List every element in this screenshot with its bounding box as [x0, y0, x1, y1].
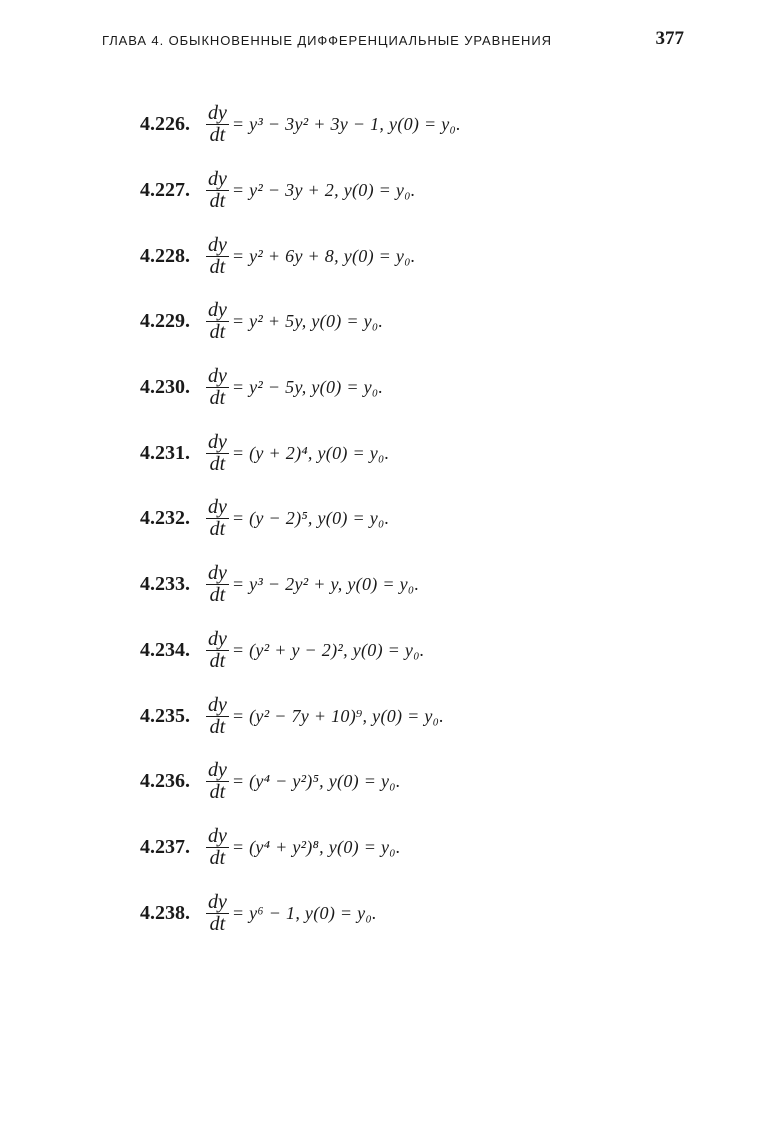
problem-4-231	[140, 420, 660, 486]
fraction-numerator: dy	[208, 562, 227, 585]
derivative-fraction	[206, 892, 229, 935]
derivative-fraction	[206, 629, 229, 672]
fraction-numerator: dy	[208, 496, 227, 519]
problem-number: 4.232.	[140, 507, 190, 530]
fraction-denominator: dt	[209, 846, 226, 869]
equation-rhs: = y³ − 3y² + 3y − 1, y(0) = y₀.	[231, 114, 461, 135]
derivative-fraction	[206, 235, 229, 278]
fraction-denominator: dt	[209, 124, 226, 147]
equation-rhs: = (y² + y − 2)², y(0) = y₀.	[231, 639, 425, 660]
problem-number: 4.235.	[140, 704, 190, 727]
derivative-fraction	[206, 695, 229, 738]
problem-number: 4.233.	[140, 573, 190, 596]
page-number: 377	[655, 28, 684, 49]
fraction-numerator: dy	[208, 759, 227, 782]
equation-rhs: = (y + 2)⁴, y(0) = y₀.	[231, 442, 390, 463]
fraction-denominator: dt	[209, 452, 226, 475]
fraction-numerator: dy	[208, 693, 227, 716]
problem-4-228	[140, 223, 660, 289]
problem-number: 4.227.	[140, 179, 190, 202]
fraction-denominator: dt	[209, 781, 226, 804]
problem-number: 4.236.	[140, 770, 190, 793]
problem-number: 4.238.	[140, 901, 190, 924]
equation-rhs: = y² − 5y, y(0) = y₀.	[231, 377, 384, 398]
problem-4-238	[140, 880, 660, 946]
problem-number: 4.234.	[140, 638, 190, 661]
equation-rhs: = y³ − 2y² + y, y(0) = y₀.	[231, 574, 420, 595]
problem-list	[140, 92, 660, 946]
fraction-denominator: dt	[209, 912, 226, 935]
derivative-fraction	[206, 760, 229, 803]
fraction-denominator: dt	[209, 387, 226, 410]
fraction-denominator: dt	[209, 190, 226, 213]
equation-rhs: = (y⁴ − y²)⁵, y(0) = y₀.	[231, 771, 401, 792]
problem-4-226	[140, 92, 660, 158]
problem-4-232	[140, 486, 660, 552]
fraction-numerator: dy	[208, 102, 227, 125]
problem-number: 4.226.	[140, 113, 190, 136]
problem-4-236	[140, 749, 660, 815]
fraction-denominator: dt	[209, 649, 226, 672]
derivative-fraction	[206, 169, 229, 212]
derivative-fraction	[206, 103, 229, 146]
page-header	[102, 28, 684, 50]
problem-number: 4.229.	[140, 310, 190, 333]
equation-rhs: = (y − 2)⁵, y(0) = y₀.	[231, 508, 390, 529]
derivative-fraction	[206, 366, 229, 409]
fraction-numerator: dy	[208, 627, 227, 650]
equation-rhs: = y² + 6y + 8, y(0) = y₀.	[231, 245, 416, 266]
problem-4-237	[140, 815, 660, 881]
equation-rhs: = y⁶ − 1, y(0) = y₀.	[231, 902, 377, 923]
fraction-numerator: dy	[208, 824, 227, 847]
fraction-numerator: dy	[208, 299, 227, 322]
problem-4-230	[140, 355, 660, 421]
fraction-numerator: dy	[208, 168, 227, 191]
equation-rhs: = (y² − 7y + 10)⁹, y(0) = y₀.	[231, 705, 445, 726]
equation-rhs: = (y⁴ + y²)⁸, y(0) = y₀.	[231, 836, 401, 857]
problem-4-234	[140, 618, 660, 684]
problem-4-229	[140, 289, 660, 355]
fraction-numerator: dy	[208, 430, 227, 453]
problem-number: 4.231.	[140, 441, 190, 464]
problem-number: 4.230.	[140, 376, 190, 399]
fraction-denominator: dt	[209, 321, 226, 344]
fraction-denominator: dt	[209, 715, 226, 738]
derivative-fraction	[206, 497, 229, 540]
derivative-fraction	[206, 432, 229, 475]
problem-4-227	[140, 158, 660, 224]
problem-number: 4.228.	[140, 244, 190, 267]
equation-rhs: = y² + 5y, y(0) = y₀.	[231, 311, 384, 332]
derivative-fraction	[206, 563, 229, 606]
fraction-numerator: dy	[208, 365, 227, 388]
problem-4-235	[140, 683, 660, 749]
problem-4-233	[140, 552, 660, 618]
fraction-denominator: dt	[209, 518, 226, 541]
fraction-numerator: dy	[208, 233, 227, 256]
derivative-fraction	[206, 300, 229, 343]
derivative-fraction	[206, 826, 229, 869]
fraction-numerator: dy	[208, 890, 227, 913]
chapter-title: ГЛАВА 4. ОБЫКНОВЕННЫЕ ДИФФЕРЕНЦИАЛЬНЫЕ УРАВНЕНИЯ	[102, 33, 552, 48]
fraction-denominator: dt	[209, 255, 226, 278]
equation-rhs: = y² − 3y + 2, y(0) = y₀.	[231, 180, 416, 201]
fraction-denominator: dt	[209, 584, 226, 607]
problem-number: 4.237.	[140, 835, 190, 858]
